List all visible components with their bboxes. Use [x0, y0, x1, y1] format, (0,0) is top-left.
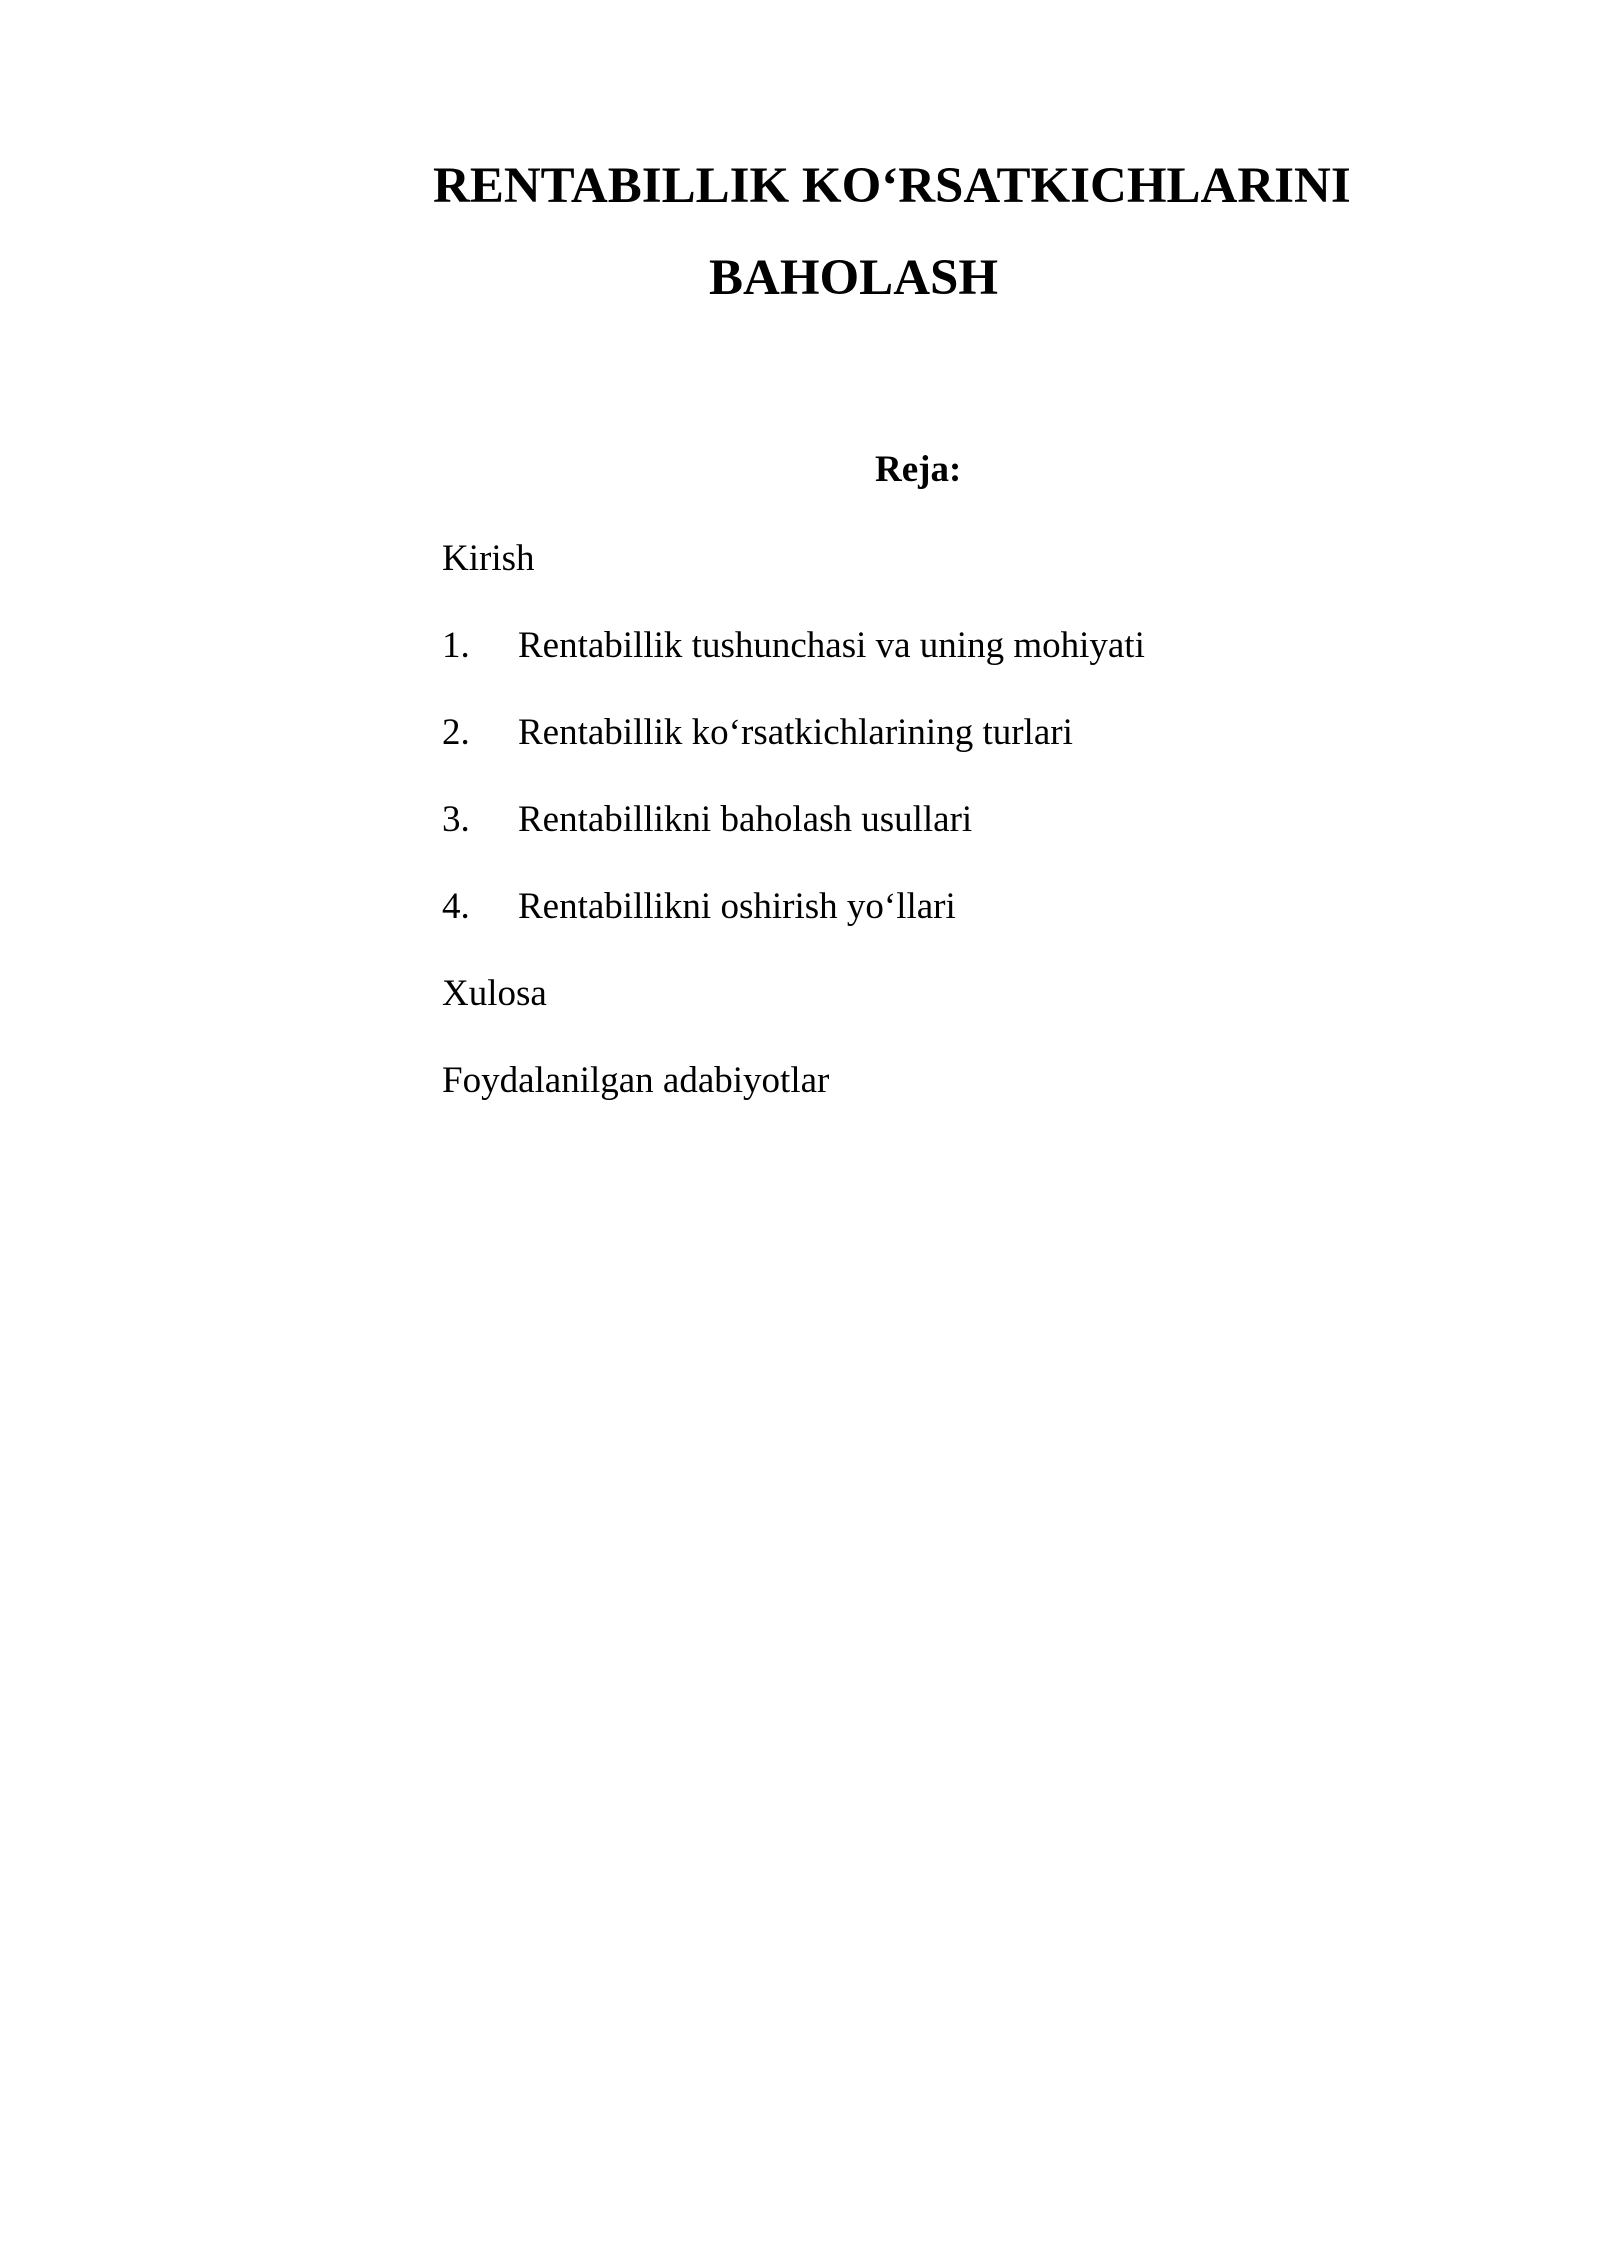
plan-item-text: Rentabillik tushunchasi va uning mohiyati — [518, 625, 1145, 666]
plan-item-text: Kirish — [442, 538, 535, 579]
plan-item-text: Foydalanilgan adabiyotlar — [442, 1060, 830, 1101]
plan-heading: Reja: — [875, 449, 962, 490]
plan-item-number: 1. — [442, 625, 470, 666]
plan-item-introduction — [442, 540, 535, 577]
document-title-line-2: BAHOLASH — [709, 250, 999, 306]
plan-item-conclusion — [442, 975, 547, 1012]
plan-item-text: Rentabillikni oshirish yo‘llari — [518, 886, 956, 927]
plan-item-text: Rentabillik ko‘rsatkichlarining turlari — [518, 712, 1073, 753]
plan-item-text: Rentabillikni baholash usullari — [518, 799, 973, 840]
plan-item-references — [442, 1062, 829, 1099]
plan-item-text: Xulosa — [442, 973, 547, 1014]
plan-item-number: 2. — [442, 712, 470, 753]
plan-item-2 — [442, 714, 1073, 751]
plan-item-number: 4. — [442, 886, 470, 927]
plan-item-3 — [442, 801, 972, 838]
plan-item-number: 3. — [442, 799, 470, 840]
document-title-line-1: RENTABILLIK KO‘RSATKICHLARINI — [433, 158, 1351, 214]
plan-item-1 — [442, 627, 1145, 664]
plan-item-4 — [442, 888, 956, 925]
